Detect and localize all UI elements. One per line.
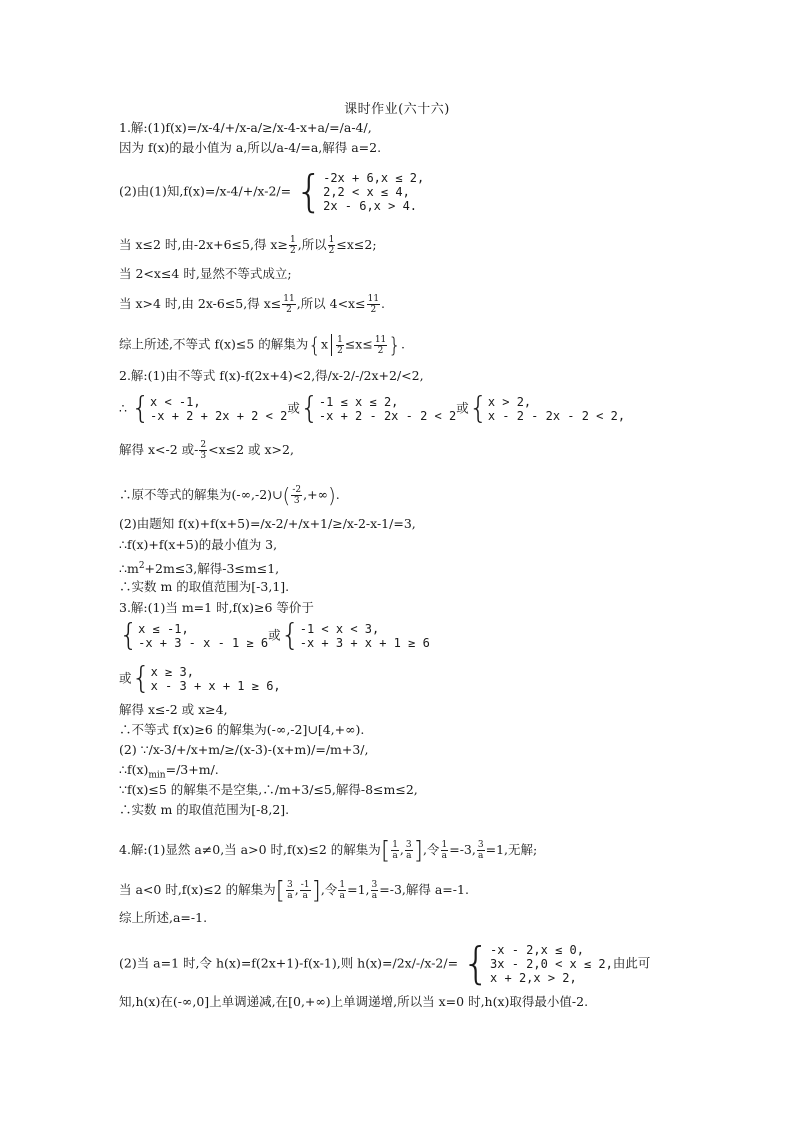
p3-line-2 [119,618,430,653]
fraction-den: 2 [337,345,343,356]
case-3: x + 2,x > 2, [490,971,577,985]
fraction-den: a [371,891,378,901]
p4-line-5: 知,h(x)在(-∞,0]上单调递减,在[0,+∞)上单调递增,所以当 x=0 时,h(x)取得最小值-2. [119,994,589,1009]
bracket-open: [ [275,876,286,905]
p1-line-2: 因为 f(x)的最小值为 a,所以/a-4/=a,解得 a=2. [119,140,382,155]
p2-line-8: ∴实数 m 的取值范围为[-3,1]. [119,579,290,594]
text-seg: <x≤2 或 x>2, [208,442,294,457]
fraction-den: a [478,851,484,861]
fraction-num: 1 [339,880,346,890]
text-seg: 当 a<0 时,f(x)≤2 的解集为 [119,882,276,897]
p2-line-3 [119,440,294,461]
p2-line-5: (2)由题知 f(x)+f(x+5)=/x-2/+/x+1/≥/x-2-x-1/=3, [119,516,416,531]
text-seg: =-3, [449,842,476,857]
case-1: x ≤ -1, [138,622,189,636]
brace-left: { [119,618,139,653]
fraction-3-a [286,880,294,901]
fraction-den: 2 [370,305,377,315]
fraction-num: 11 [367,294,380,304]
fraction-num: 3 [287,880,293,890]
text-seg: . [381,296,386,311]
system-cases [151,665,281,693]
fraction-den: 2 [328,246,335,256]
text-seg: x [321,336,329,352]
text-seg: ,所以 4<x≤ [296,296,366,311]
case-2: x - 2 - 2x - 2 < 2, [487,409,626,423]
p3-line-7 [119,762,219,784]
fraction-1-2 [328,235,336,256]
therefore-sign: ∴ [119,400,127,416]
fraction-3-a [477,840,485,861]
text-seg: +2m≤3,解得-3≤m≤1, [144,561,280,577]
p3-line-3 [119,661,281,696]
brace-left: { [468,391,488,426]
case-2: 2,2 < x ≤ 4, [323,185,410,199]
paren-open: ( [282,483,291,508]
fraction-num: 11 [374,334,387,345]
case-1: x > 2, [487,395,532,409]
text-seg: =1,无解; [485,842,538,857]
fraction-num: 1 [441,840,448,850]
fraction-neg-1-a [338,880,346,901]
superscript: 2 [138,561,145,571]
system-1 [119,618,269,653]
fraction-11-2 [367,294,380,315]
text-seg: =1, [347,882,370,897]
bracket-open: [ [380,836,391,865]
p1-line-3-text: (2)由(1)知,f(x)=/x-4/+/x-2/= [119,183,292,199]
p3-line-8: ∵f(x)≤5 的解集不是空集,∴/m+3/≤5,解得-8≤m≤2, [119,782,418,797]
text-seg: ,令 [423,842,440,857]
case-2: -x + 2 + 2x + 2 < 2 [150,409,288,423]
fraction-1-2 [336,335,344,356]
fraction-den: a [406,851,412,861]
or-word: 或 [456,400,469,416]
text-seg: ,令 [320,882,338,897]
p2-line-4 [119,485,340,506]
text-seg: . [401,336,405,352]
fraction-1-2 [289,235,297,256]
piecewise-h [462,938,613,989]
p2-line-1: 2.解:(1)由不等式 f(x)-f(2x+4)<2,得/x-2/-/2x+2/<2, [119,368,424,383]
set-brace-close: } [388,333,401,357]
case-2: x - 3 + x + 1 ≥ 6, [150,679,281,693]
text-seg: ∴原不等式的解集为(-∞,-2)∪ [119,487,283,502]
text-seg: 当 x≤2 时,由-2x+6≤5,得 x≥ [119,237,288,252]
set-bar [331,334,332,356]
p4-line-3: 综上所述,a=-1. [119,910,208,925]
fraction-num: 2 [200,440,207,450]
fraction-2-3 [199,440,207,461]
fraction-den: 2 [289,246,296,256]
system-2 [299,391,457,426]
brace-left: { [295,166,324,217]
text-seg: 综上所述,不等式 f(x)≤5 的解集为 [119,336,309,352]
or-word: 或 [268,627,281,643]
text-seg: ∴m [119,561,139,577]
piecewise-f [295,166,425,217]
case-1: -1 ≤ x ≤ 2, [318,395,399,409]
text-seg: ,+∞ [303,487,328,502]
fraction-den: 2 [286,305,292,315]
p4-line-2: 当 a<0 时,f(x)≤2 的解集为[ $\frac{3}{a}$ , $\frac{-1}{a}$ ],令 $\frac{1}{a}$ =1, $\frac{3}{a}$ =-3,解得 a=-1. [119,876,469,905]
fraction-den: a [392,851,398,861]
brace-left: { [130,391,151,426]
brace-left: { [280,618,300,653]
fraction-neg-2-3 [291,485,302,506]
fraction-num: -2 [292,485,302,495]
system-cases [488,395,625,423]
text-seg: (2)当 a=1 时,令 h(x)=f(2x+1)-f(x-1),则 h(x)=/2x/-/x-2/= [119,955,459,971]
fraction-num: 3 [371,880,378,890]
paren-close: ) [327,483,336,508]
or-word: 或 [287,400,300,416]
or-word: 或 [119,670,132,686]
p1-line-6 [119,294,385,315]
p3-line-6: (2) ∵/x-3/+/x+m/≥/(x-3)-(x+m)/=/m+3/, [119,742,369,757]
bracket-close: ] [413,836,424,865]
fraction-3-a [371,880,379,901]
fraction-11-2 [282,294,295,315]
case-3: 2x - 6,x > 4. [323,199,418,213]
fraction-den: a [339,891,345,901]
p4-line-4 [119,938,651,989]
fraction-num: 1 [392,840,398,850]
fraction-num: 1 [289,235,296,245]
fraction-num: 3 [405,840,412,850]
system-3 [468,391,626,426]
brace-left: { [131,661,151,696]
fraction-den: 3 [200,451,207,461]
fraction-neg-1-a [300,880,311,901]
p3-line-4: 解得 x≤-2 或 x≥4, [119,702,228,717]
fraction-3-a [405,840,413,861]
p2-line-7 [119,558,279,577]
system-cases [138,622,268,650]
system-cases [150,395,287,423]
fraction-den: a [441,851,448,861]
fraction-den: 3 [293,496,300,506]
text-seg: =-3,解得 a=-1. [379,882,469,897]
system-cases [300,622,430,650]
case-2: -x + 3 + x + 1 ≥ 6 [299,636,430,650]
bracket-close: ] [311,876,321,905]
set-brace-open: { [308,333,322,357]
p1-line-1: 1.解:(1)f(x)=/x-4/+/x-a/≥/x-4-x+a/=/a-4/, [119,120,372,135]
fraction-num: 3 [477,840,484,850]
p1-line-5: 当 2<x≤4 时,显然不等式成立; [119,266,292,281]
system-1 [130,391,288,426]
fraction-num: 1 [337,334,343,345]
text-seg: =/3+m/. [165,762,219,777]
text-seg: ≤x≤2; [336,237,377,252]
fraction-num: 11 [283,294,295,304]
case-2: -x + 3 - x - 1 ≥ 6 [138,636,269,650]
text-seg: ∴f(x) [119,762,149,777]
text-seg: ,所以 [297,237,327,252]
text-seg: 当 x>4 时,由 2x-6≤5,得 x≤ [119,296,282,311]
case-1: -1 < x < 3, [299,622,380,636]
piecewise-cases [323,171,424,213]
system-3 [131,661,281,696]
p3-line-5: ∴不等式 f(x)≥6 的解集为(-∞,-2]∪[4,+∞). [119,722,365,737]
brace-left: { [299,391,319,426]
fraction-den: 2 [377,345,384,356]
case-1: x ≥ 3, [150,665,194,679]
piecewise-cases [490,943,613,985]
p1-line-4 [119,235,377,256]
fraction-num: -1 [300,880,310,890]
p3-line-1: 3.解:(1)当 m=1 时,f(x)≥6 等价于 [119,600,314,615]
p2-line-6: ∴f(x)+f(x+5)的最小值为 3, [119,537,278,552]
fraction-den: a [302,891,308,901]
p4-line-1: 4.解:(1)显然 a≠0,当 a>0 时,f(x)≤2 的解集为[ $\frac{1}{a}$ , $\frac{3}{a}$ ],令 $\frac{1}{a}$ =-3, $\frac{3}{a}$ =1,无解; [119,836,538,865]
p1-line-3 [119,166,425,217]
text-seg: 4.解:(1)显然 a≠0,当 a>0 时,f(x)≤2 的解集为 [119,842,381,857]
page-title: 课时作业(六十六) [344,102,450,117]
text-seg: ≤x≤ [344,336,373,352]
text-seg: 由此可 [612,955,651,971]
p3-line-9: ∴实数 m 的取值范围为[-8,2]. [119,802,290,817]
text-seg: . [335,487,340,502]
fraction-11-2 [374,335,387,356]
brace-left: { [462,938,491,989]
fraction-den: a [287,891,293,901]
p1-line-7 [119,334,405,356]
system-2 [280,618,430,653]
case-2: 3x - 2,0 < x ≤ 2, [490,957,613,971]
text-seg: 解得 x<-2 或- [119,442,199,457]
case-2: -x + 2 - 2x - 2 < 2 [318,409,457,423]
system-cases [319,395,456,423]
fraction-num: 1 [328,235,335,245]
case-1: -2x + 6,x ≤ 2, [323,171,425,185]
case-1: x < -1, [150,395,201,409]
fraction-neg-1-a [391,840,399,861]
subscript: min [148,770,166,781]
p2-line-2 [119,391,626,426]
fraction-neg-1-a [441,840,449,861]
case-1: -x - 2,x ≤ 0, [490,943,584,957]
